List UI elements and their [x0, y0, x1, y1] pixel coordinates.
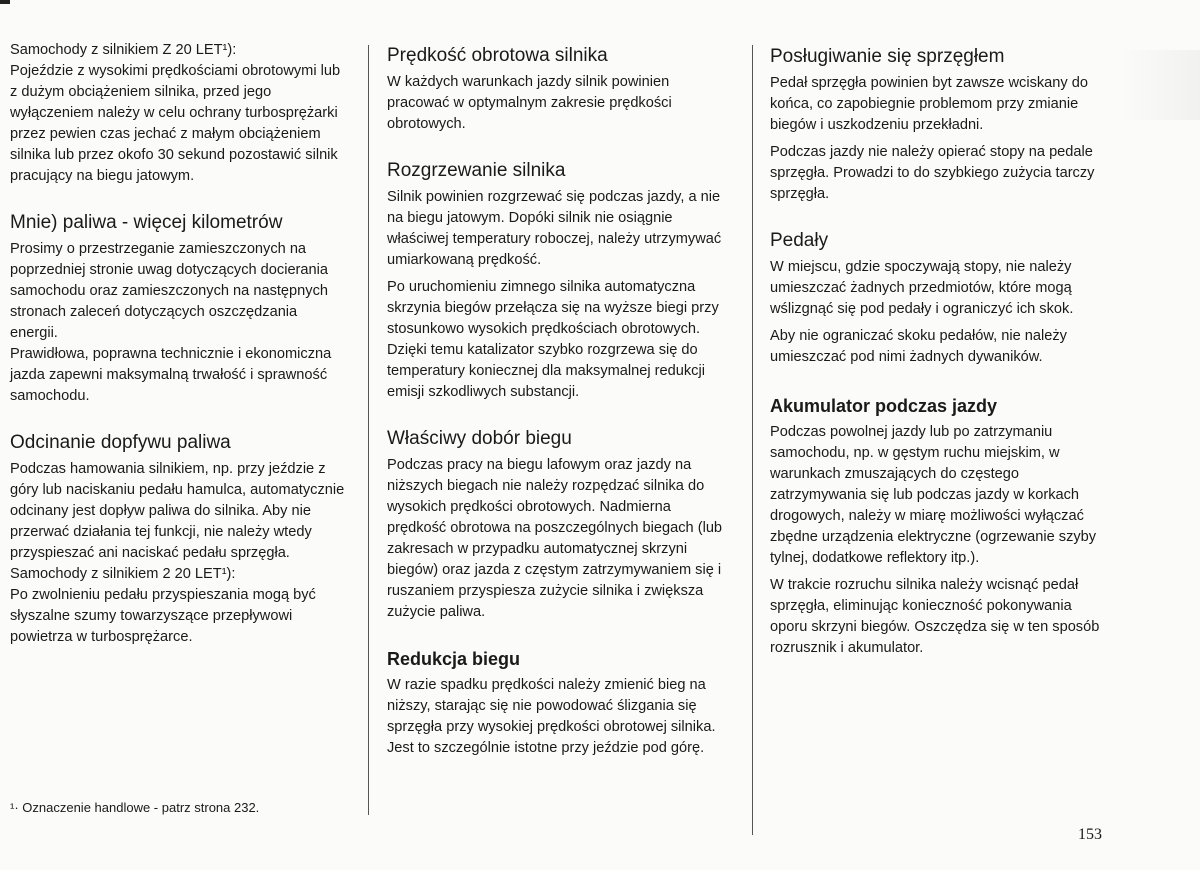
downshift-heading: Redukcja biegu [387, 649, 521, 669]
battery-paragraph-1: Podczas powolnej jazdy lub po zatrzymaniu samochodu, np. w gęstym ruchu miejskim, w warunkach zmuszających do częstego zatrzymywania się lub podczas jazdy w korkach drogowych, należy w miarę możliwości wyłączać zbędne urządzenia elektryczne (ogrzewanie szyby tylnej, dodatkowe reflektory itp.). [770, 424, 1097, 566]
column-left [10, 40, 345, 654]
column-middle [387, 44, 732, 765]
pedals-paragraph-1: W miejscu, gdzie spoczywają stopy, nie należy umieszczać żadnych przedmiotów, które mogą wślizgnąć się pod pedały i ograniczyć ich skok. [770, 259, 1074, 317]
downshift-paragraph: W razie spadku prędkości należy zmienić bieg na niższy, starając się nie powodować ślizgania się sprzęgła przy wysokiej prędkości obrotowej silnika. Jest to szczególnie istotne przy jeździe pod górę. [387, 677, 716, 756]
fuel-economy-paragraph-1: Prosimy o przestrzeganie zamieszczonych na poprzedniej stronie uwag dotyczących docierania samochodu oraz zamieszczonych na następnych stronach zaleceń dotyczących oszczędzania energii. [10, 241, 329, 341]
bleed-through-shadow [1120, 50, 1200, 120]
turbo-engine-heading: Samochody z silnikiem 2 20 LET¹): [10, 566, 236, 582]
turbo-note-text: Pojeździe z wysokimi prędkościami obrotowymi lub z dużym obciążeniem silnika, przed jego wyłączeniem należy w celu ochrany turbosprężarki przez pewien czas jechać z małym obciążeniem silnika lub przez okofo 30 sekund pozostawić silnik pracujący na biegu jatowym. [10, 63, 341, 184]
pedals-heading: Pedały [770, 230, 829, 251]
column-right [770, 45, 1110, 665]
engine-speed-paragraph: W każdych warunkach jazdy silnik powinien pracować w optymalnym zakresie prędkości obrotowych. [387, 74, 672, 132]
fuel-cutoff-paragraph: Podczas hamowania silnikiem, np. przy jeździe z góry lub naciskaniu pedału hamulca, automatycznie odcinany jest dopływ paliwa do silnika. Aby nie przerwać działania tej funkcji, nie należy wtedy przyspieszać ani naciskać pedału sprzęgła. [10, 461, 345, 561]
column-divider-right [752, 45, 753, 835]
battery-paragraph-2: W trakcie rozruchu silnika należy wcisnąć pedał sprzęgła, eliminując konieczność pokonywania oporu skrzyni biegów. Oszczędza się w ten sposób rozrusznik i akumulator. [770, 577, 1100, 656]
battery-heading: Akumulator podczas jazdy [770, 396, 998, 416]
pedals-paragraph-2: Aby nie ograniczać skoku pedałów, nie należy umieszczać pod nimi żadnych dywaników. [770, 328, 1067, 365]
turbo-noise-paragraph: Po zwolnieniu pedału przyspieszania mogą być słyszalne szumy towarzyszące przepływowi powietrza w turbosprężarce. [10, 587, 316, 645]
column-divider-left [368, 45, 369, 815]
gear-selection-paragraph: Podczas pracy na biegu lafowym oraz jazdy na niższych biegach nie należy rozpędzać silnika do wysokich prędkości obrotowych. Nadmierna prędkość obrotowa na poszczególnych biegach (lub zakresach w przypadku automatycznej skrzyni biegów) oraz jazda z częstym zatrzymywaniem się i ruszaniem przyspiesza zużycie silnika i zwiększa zużycie paliwa. [387, 457, 723, 620]
clutch-paragraph-1: Pedał sprzęgła powinien byt zawsze wciskany do końca, co zapobiegnie problemom przy zmianie biegów i uszkodzeniu przekładni. [770, 75, 1088, 133]
clutch-heading: Posługiwanie się sprzęgłem [770, 46, 1005, 67]
engine-speed-heading: Prędkość obrotowa silnika [387, 45, 608, 66]
engine-warmup-paragraph-2: Po uruchomieniu zimnego silnika automatyczna skrzynia biegów przełącza się na wyższe biegi przy stosunkowo wysokich prędkościach obrotowych. Dzięki temu katalizator szybko rozgrzewa się do temperatury koniecznej dla maksymalnej redukcji emisji szkodliwych substancji. [387, 279, 719, 400]
engine-warmup-heading: Rozgrzewanie silnika [387, 160, 566, 181]
page-corner-mark [0, 0, 10, 4]
footnote: ¹· Oznaczenie handlowe - patrz strona 232. [10, 800, 260, 815]
engine-warmup-paragraph-1: Silnik powinien rozgrzewać się podczas jazdy, a nie na biegu jatowym. Dopóki silnik nie osiągnie właściwej temperatury roboczej, należy utrzymywać umiarkowaną prędkość. [387, 189, 722, 268]
fuel-economy-paragraph-2: Prawidłowa, poprawna technicznie i ekonomiczna jazda zapewni maksymalną trwałość i sprawność samochodu. [10, 346, 332, 404]
fuel-economy-heading: Mnie) paliwa - więcej kilometrów [10, 212, 283, 233]
turbo-note-heading: Samochody z silnikiem Z 20 LET¹): [10, 42, 237, 58]
clutch-paragraph-2: Podczas jazdy nie należy opierać stopy na pedale sprzęgła. Prowadzi to do szybkiego zużycia tarczy sprzęgła. [770, 144, 1095, 202]
page-number: 153 [1078, 826, 1102, 843]
fuel-cutoff-heading: Odcinanie dopfywu paliwa [10, 432, 231, 453]
gear-selection-heading: Właściwy dobór biegu [387, 428, 572, 449]
